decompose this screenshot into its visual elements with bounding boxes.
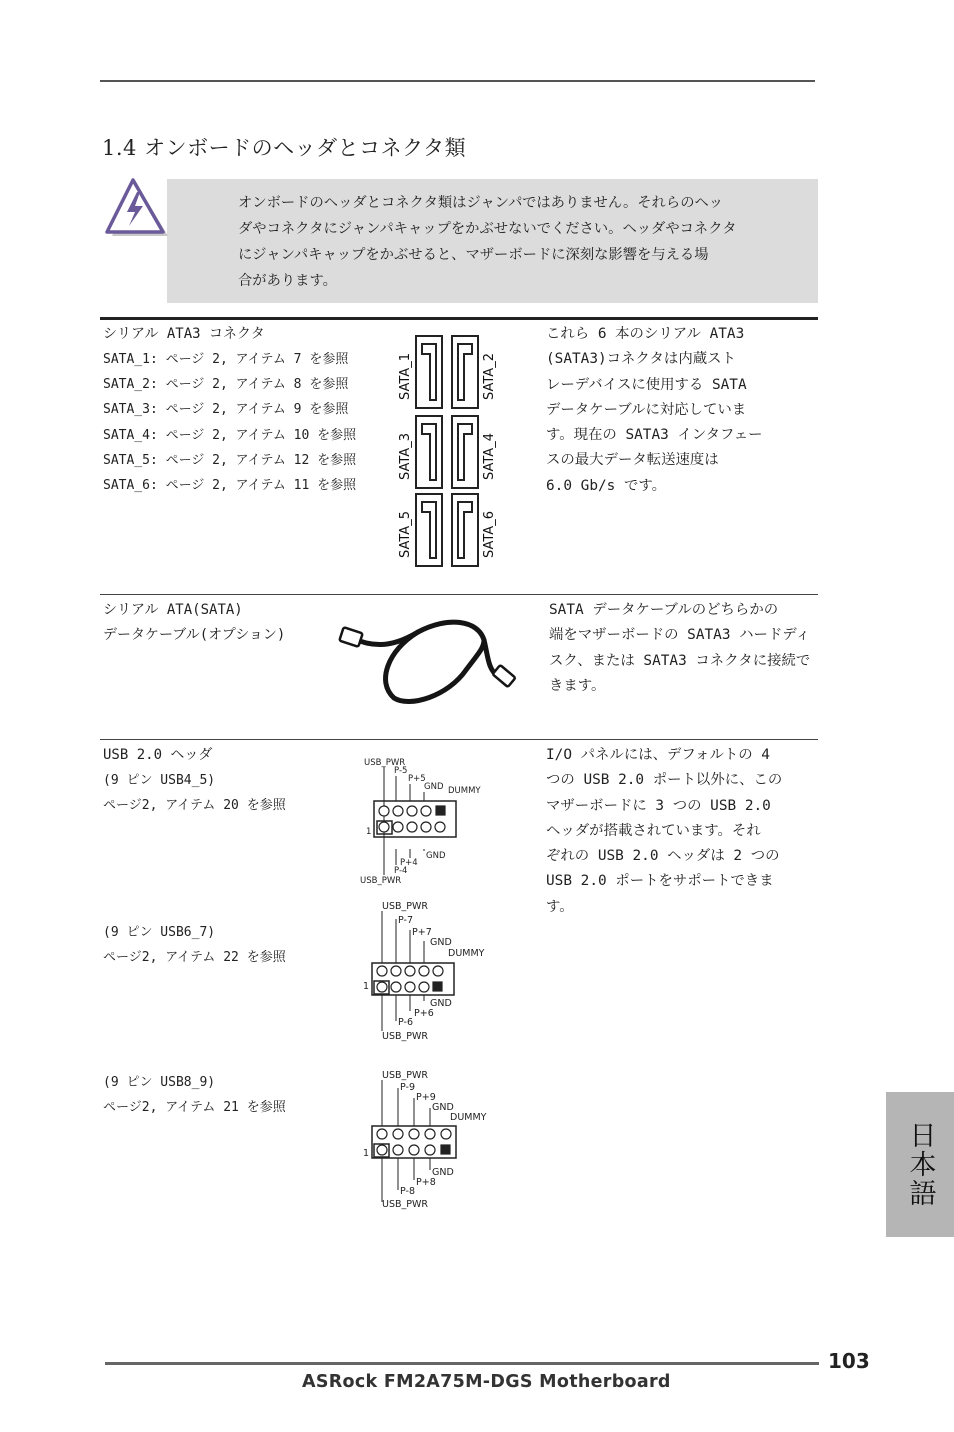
sata-description — [546, 322, 818, 499]
usb6-7-header-diagram — [360, 897, 500, 1042]
usb-header-block-3 — [103, 1070, 373, 1120]
desc-line: I/O パネルには、デフォルトの 4 — [546, 747, 770, 763]
desc-line: 端をマザーボードの SATA3 ハードディ — [549, 627, 810, 644]
pin-1-marker: 1 — [366, 827, 372, 837]
desc-line: スの最大データ転送速度は — [546, 452, 719, 469]
pin-label: P+8 — [416, 1177, 436, 1188]
pin-label: P+5 — [408, 774, 426, 784]
usb-header-block-1 — [103, 743, 373, 818]
pin-label: USB_PWR — [360, 876, 402, 886]
pin-label: GND — [432, 1167, 454, 1178]
sata-connector-diagram — [392, 330, 502, 570]
pin-label: GND — [430, 998, 452, 1009]
caution-lightning-icon — [105, 178, 169, 236]
language-label: 日本語 — [904, 1121, 936, 1208]
sata-label: SATA_6 — [482, 511, 497, 558]
pin-label: USB_PWR — [382, 1031, 428, 1042]
desc-line: きます。 — [549, 677, 606, 694]
desc-line: USB 2.0 ポートをサポートできま — [546, 873, 774, 890]
usb-pins: (9 ピン USB4_5) — [103, 773, 216, 788]
pin-label: DUMMY — [448, 948, 485, 959]
desc-line: これら 6 本のシリアル ATA3 — [546, 326, 745, 342]
pin-label: USB_PWR — [364, 758, 406, 768]
pin-label: P+6 — [414, 1008, 434, 1019]
sata-ref: SATA_1: ページ 2, アイテム 7 を参照 — [103, 352, 349, 367]
note-line: にジャンパキャップをかぶせると、マザーボードに深刻な影響を与える場 — [238, 247, 709, 263]
pin-label: P+7 — [412, 927, 432, 938]
desc-line: マザーボードに 3 つの USB 2.0 — [546, 797, 771, 814]
pin-label: P+4 — [400, 858, 418, 868]
desc-line: ヘッダが搭載されています。それ — [546, 822, 761, 839]
pin-label: DUMMY — [450, 1112, 487, 1123]
usb-heading: USB 2.0 ヘッダ — [103, 747, 213, 763]
desc-line: す。現在の SATA3 インタフェー — [546, 427, 763, 444]
cable-heading: シリアル ATA(SATA) — [103, 602, 243, 618]
pin-label: USB_PWR — [382, 1070, 428, 1081]
footer-product-name: ASRock FM2A75M-DGS Motherboard — [302, 1372, 671, 1392]
pin-label: GND — [424, 782, 444, 792]
sata-ref: SATA_2: ページ 2, アイテム 8 を参照 — [103, 377, 349, 393]
usb-ref: ページ2, アイテム 21 を参照 — [103, 1100, 286, 1116]
pin-label: P-7 — [398, 915, 413, 926]
pin-label: P-8 — [400, 1186, 415, 1197]
pin-1-marker: 1 — [363, 1148, 370, 1159]
pin-label: DUMMY — [448, 786, 481, 796]
section-title: 1.4 オンボードのヘッダとコネクタ類 — [102, 136, 467, 160]
sata-port-6 — [452, 494, 478, 566]
pin-label: GND — [432, 1102, 454, 1113]
sata-port-2 — [452, 336, 478, 408]
sata-label: SATA_3 — [398, 433, 413, 480]
note-line: ダやコネクタにジャンパキャップをかぶせないでください。ヘッダやコネクタ — [238, 221, 737, 237]
sata-label: SATA_1 — [398, 353, 413, 400]
pin-label: GND — [426, 851, 446, 861]
sata-cable-block — [103, 598, 373, 648]
sata-ref: SATA_4: ページ 2, アイテム 10 を参照 — [103, 427, 357, 443]
pin-label: USB_PWR — [382, 901, 428, 912]
sata-label: SATA_5 — [398, 511, 413, 558]
section-divider — [100, 594, 818, 595]
sata-ref: SATA_6: ページ 2, アイテム 11 を参照 — [103, 478, 357, 494]
usb-ref: ページ2, アイテム 22 を参照 — [103, 950, 286, 966]
sata-heading: シリアル ATA3 コネクタ — [103, 326, 265, 342]
pin-1-marker: 1 — [363, 981, 370, 992]
desc-line: す。 — [546, 898, 574, 915]
desc-line: ぞれの USB 2.0 ヘッダは 2 つの — [546, 848, 780, 865]
sata-connectors-block — [103, 322, 373, 498]
sata-label: SATA_2 — [482, 353, 497, 400]
usb8-9-header-diagram — [360, 1066, 500, 1211]
note-line: オンボードのヘッダとコネクタ類はジャンパではありません。それらのヘッ — [238, 195, 724, 211]
sata-cable-image — [338, 610, 528, 710]
pin-label: GND — [430, 937, 452, 948]
desc-line: スク、または SATA3 コネクタに接続で — [549, 652, 811, 669]
desc-line: 6.0 Gb/s です。 — [546, 477, 666, 494]
footer-rule — [105, 1362, 819, 1365]
sata-port-1 — [416, 336, 442, 408]
pin-label: P-4 — [394, 866, 408, 876]
sata-label: SATA_4 — [482, 433, 497, 480]
usb-ref: ページ2, アイテム 20 を参照 — [103, 798, 286, 814]
cable-heading: データケーブル(オプション) — [103, 627, 286, 643]
note-line: 合があります。 — [238, 273, 337, 289]
section-divider — [100, 317, 818, 320]
usb-description — [546, 743, 818, 920]
desc-line: レーデバイスに使用する SATA — [546, 376, 747, 393]
caution-note-text — [238, 190, 778, 294]
pin-label: P-9 — [400, 1082, 415, 1093]
sata-port-3 — [416, 416, 442, 488]
pin-label: USB_PWR — [382, 1199, 428, 1210]
sata-port-4 — [452, 416, 478, 488]
sata-ref: SATA_5: ページ 2, アイテム 12 を参照 — [103, 452, 357, 468]
language-tab — [886, 1092, 954, 1237]
sata-ref: SATA_3: ページ 2, アイテム 9 を参照 — [103, 402, 349, 418]
desc-line: SATA データケーブルのどちらかの — [549, 602, 779, 618]
sata-port-5 — [416, 494, 442, 566]
desc-line: (SATA3)コネクタは内蔵スト — [546, 351, 736, 368]
page-number: 103 — [828, 1349, 870, 1373]
desc-line: つの USB 2.0 ポート以外に、この — [546, 772, 783, 789]
desc-line: データケーブルに対応していま — [546, 401, 747, 418]
pin-label: P-5 — [394, 766, 408, 776]
usb-pins: (9 ピン USB8_9) — [103, 1075, 216, 1090]
top-rule — [100, 80, 815, 82]
cable-description — [549, 598, 821, 699]
pin-label: P+9 — [416, 1092, 436, 1103]
usb4-5-header-diagram — [356, 753, 496, 888]
usb-pins: (9 ピン USB6_7) — [103, 925, 216, 940]
section-divider — [100, 739, 818, 740]
pin-label: P-6 — [398, 1017, 413, 1028]
usb-header-block-2 — [103, 920, 373, 970]
